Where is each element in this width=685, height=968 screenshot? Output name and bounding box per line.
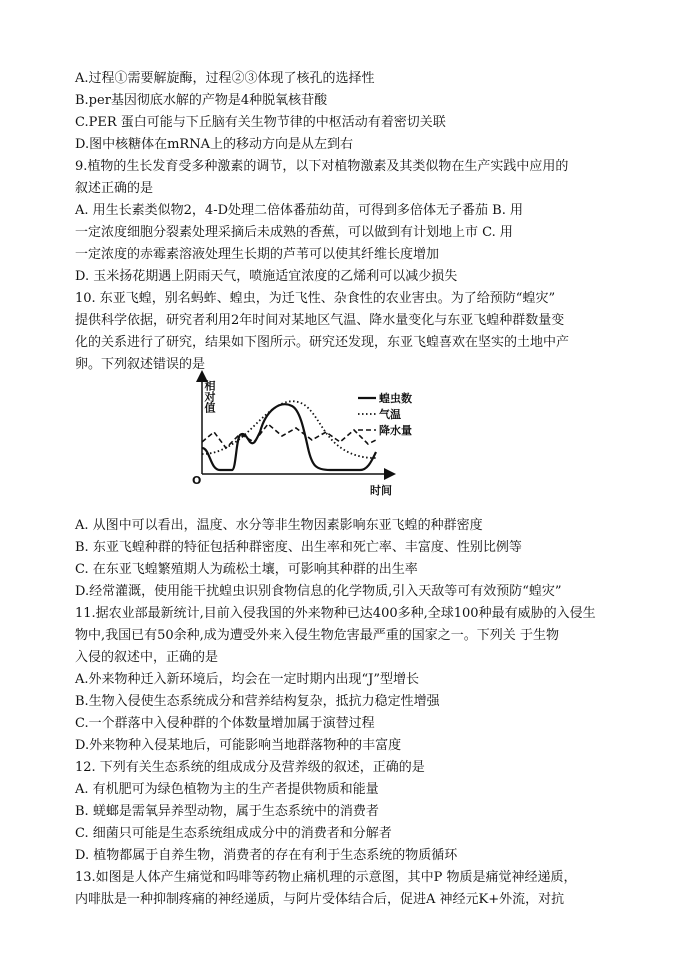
text-line: D. 植物都属于自养生物，消费者的存在有利于生态系统的物质循环 <box>75 848 458 863</box>
text-line: C.PER 蛋白可能与下丘脑有关生物节律的中枢活动有着密切关联 <box>75 115 446 130</box>
text-line: B. 蜣螂是需氧异养型动物，属于生态系统中的消费者 <box>75 804 379 819</box>
text-line: C. 细菌只可能是生态系统组成成分中的消费者和分解者 <box>75 826 392 841</box>
text-line: B. 东亚飞蝗种群的特征包括种群密度、出生率和死亡率、丰富度、性别比例等 <box>75 540 522 555</box>
text-line: 入侵的叙述中，正确的是 <box>75 650 219 665</box>
origin-label: O <box>192 474 202 487</box>
text-line: 12. 下列有关生态系统的组成成分及营养级的叙述，正确的是 <box>75 760 425 775</box>
text-line: 13.如图是人体产生痛觉和吗啡等药物止痛机理的示意图，其中P 物质是痛觉神经递质， <box>75 870 577 885</box>
text-line: 物中,我国已有50余种,成为遭受外来入侵生物危害最严重的国家之一。下列关 于生物 <box>75 628 559 643</box>
text-line: 提供科学依据，研究者利用2年时间对某地区气温、降水量变化与东亚飞蝗种群数量变 <box>75 313 565 328</box>
x-axis-label: 时间 <box>370 484 392 497</box>
text-line: B.per基因彻底水解的产物是4种脱氧核苷酸 <box>75 93 328 108</box>
text-line: B.生物入侵使生态系统成分和营养结构复杂，抵抗力稳定性增强 <box>75 694 440 709</box>
legend-temperature-label: 气温 <box>379 408 401 421</box>
text-line: 内啡肽是一种抑制疼痛的神经递质，与阿片受体结合后，促进A 神经元K+外流，对抗 <box>75 892 565 907</box>
text-line: A.过程①需要解旋酶，过程②③体现了核孔的选择性 <box>75 71 375 86</box>
text-line: A. 有机肥可为绿色植物为主的生产者提供物质和能量 <box>75 782 379 797</box>
text-line: D. 玉米扬花期遇上阴雨天气，喷施适宜浓度的乙烯利可以减少损失 <box>75 269 458 284</box>
text-line: A. 用生长素类似物2，4-D处理二倍体番茄幼苗，可得到多倍体无子番茄 B. 用 <box>75 203 523 218</box>
text-line: 一定浓度细胞分裂素处理采摘后未成熟的香蕉，可以做到有计划地上市 C. 用 <box>75 225 513 240</box>
text-line: 叙述正确的是 <box>75 181 154 196</box>
legend-precipitation-label: 降水量 <box>379 424 412 437</box>
text-line: 10. 东亚飞蝗，别名蚂蚱、蝗虫，为迁飞性、杂食性的农业害虫。为了给预防“蝗灾” <box>75 291 556 306</box>
text-line: 一定浓度的赤霉素溶液处理生长期的芦苇可以使其纤维长度增加 <box>75 247 440 262</box>
text-line: 9.植物的生长发育受多种激素的调节，以下对植物激素及其类似物在生产实践中应用的 <box>75 159 569 174</box>
text-line: 11.据农业部最新统计,目前入侵我国的外来物种已达400多种,全球100种最有威胁的入侵生 <box>75 606 596 621</box>
temperature-line <box>202 401 376 458</box>
locust-chart <box>180 370 420 500</box>
text-line: C.一个群落中入侵种群的个体数量增加属于演替过程 <box>75 716 375 731</box>
text-line: 卵。下列叙述错误的是 <box>75 357 206 372</box>
y-axis-label: 相对值 <box>183 380 216 393</box>
text-line: 化的关系进行了研究，结果如下图所示。研究还发现，东亚飞蝗喜欢在坚实的土地中产 <box>75 335 570 350</box>
text-line: D.外来物种入侵某地后，可能影响当地群落物种的丰富度 <box>75 738 402 753</box>
chart-legend <box>358 391 412 437</box>
text-line: A.外来物种迁入新环境后，均会在一定时期内出现“J”型增长 <box>75 672 420 687</box>
text-line: D.图中核糖体在mRNA上的移动方向是从左到右 <box>75 137 353 152</box>
legend-locust-label: 蝗虫数 <box>379 392 412 405</box>
text-line: C. 在东亚飞蝗繁殖期人为疏松土壤，可影响其种群的出生率 <box>75 562 418 577</box>
precipitation-line <box>202 424 376 448</box>
text-line: D.经常灌溉，使用能干扰蝗虫识别食物信息的化学物质,引入天敌等可有效预防“蝗灾” <box>75 584 562 599</box>
text-line: A. 从图中可以看出，温度、水分等非生物因素影响东亚飞蝗的种群密度 <box>75 518 483 533</box>
locust-count-line <box>202 404 376 470</box>
